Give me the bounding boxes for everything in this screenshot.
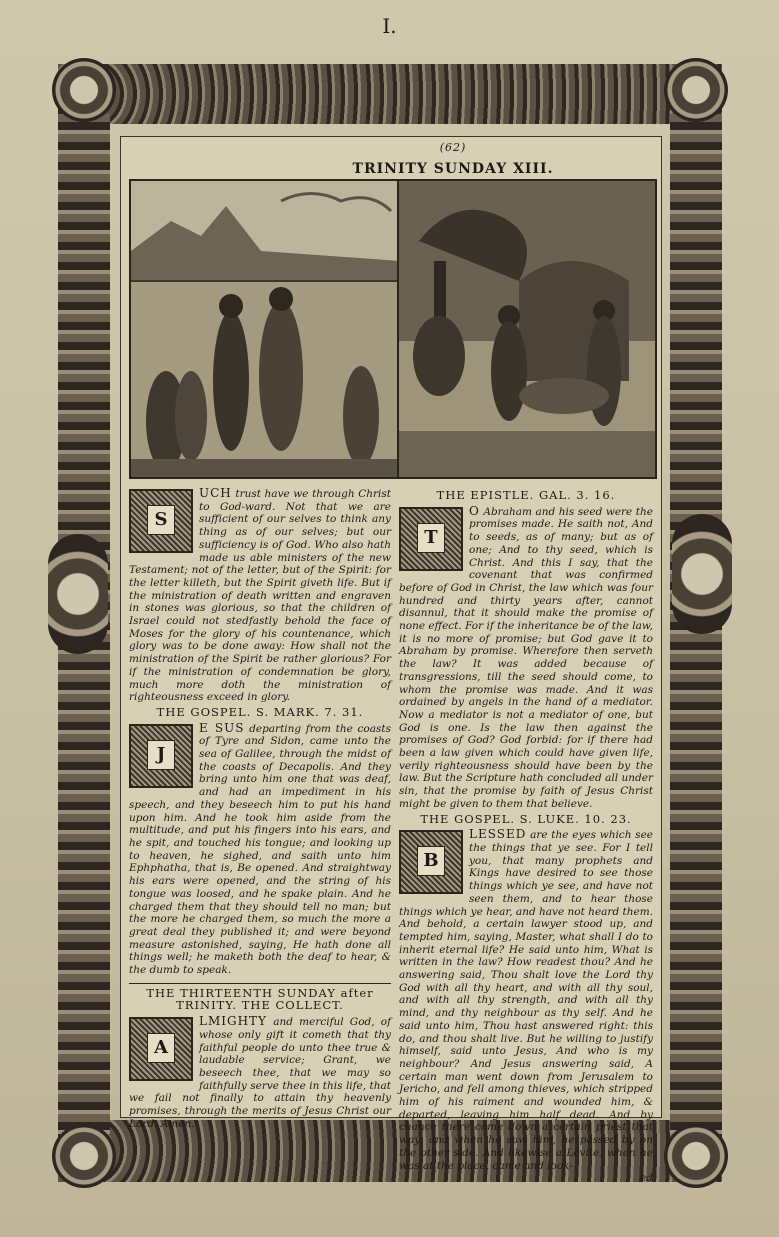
page-header xyxy=(183,141,723,177)
angel-figure-icon xyxy=(672,514,732,634)
catchword: ed xyxy=(640,1172,653,1185)
collect-heading-line-2: TRINITY. THE COLLECT. xyxy=(176,998,344,1013)
corner-cherub-icon xyxy=(664,58,728,122)
angel-figure-icon xyxy=(48,534,108,654)
collect-section xyxy=(129,983,391,1131)
left-text-column xyxy=(129,487,391,1130)
engraving-good-samaritan-robbers xyxy=(397,179,657,479)
border-top-cherubs xyxy=(58,64,722,124)
folio-number: (62) xyxy=(439,141,467,154)
decorated-initial-b: B xyxy=(399,830,463,894)
epistle-galatians-text: O Abraham and his seed were the promises made. He saith not, And to seeds, as of many; but as of one; And to thy seed, which is Christ. And this I say, that the covenant that was confirmed before of God in Christ, the law which was four hundred and thirty years after, cannot disannul, that it should make the promise of none effect. For if the inheritance be of the law, it is no more of promise; but God gave it to Abraham by promise. Wherefore then serveth the law? It was added because of transgressions, till the seed should come, to whom the promise was made. And it was ordained by angels in the hand of a mediator. Now a mediator is not a mediator of one, but God is one. Is the law then against the promises of God? God forbid: for if there had been a law given which could have given life, verily righteousness should have been by the law. But the Scripture hath concluded all under sin, that the promise by faith of Jesus Christ might be given to them that believe. xyxy=(399,503,653,810)
decorated-initial-s: S xyxy=(129,489,193,553)
collect-heading-line-1: THE THIRTEENTH SUNDAY after xyxy=(146,985,374,1000)
text-panel xyxy=(120,136,662,1185)
epistle-continued-text: UCH trust have we through Christ to God-ward. Not that we are sufficient of our selves to think any thing as of our selves; but our sufficiency is of God. Who also hath made us able ministers of the new Testament; not of the letter, but of the Spirit: for the letter killeth, but the Spirit giveth life. But if the ministration of death written and engraven in stones was glorious, so that the children of Israel could not stedfastly behold the face of Moses for the glory of his countenance, which glory was to be done away: How shall not the ministration of the Spirit be rather glorious? For if the ministration of condemnation be glory, much more doth the ministration of righteousness exceed in glory. xyxy=(129,486,392,704)
epistle-heading-galatians: THE EPISTLE. GAL. 3. 16. xyxy=(436,488,616,502)
decorated-initial-a: A xyxy=(129,1017,193,1081)
page-title: TRINITY SUNDAY XIII. xyxy=(352,161,554,177)
corner-cherub-icon xyxy=(664,1124,728,1188)
decorated-initial-j: J xyxy=(129,724,193,788)
engraved-border-frame xyxy=(58,64,722,1185)
gospel-luke-text: LESSED are the eyes which see the things that ye see. For I tell you, that many prophets and Kings have desired to see those things which ye see, and have not seen them, and to hear those things which ye hear, and have not heard them. And behold, a certain lawyer stood up, and tempted him, saying, Master, what shall I do to inherit eternal life? He said unto him, What is written in the law? How readest thou? And he answering said, Thou shalt love the Lord thy God with all thy heart, and with all thy soul, and with all thy strength, and with all thy mind, and thy neighbour as thy self. And he said unto him, Thou hast answered right: this do, and thou shalt live. But he willing to justify himself, said unto Jesus, And who is my neighbour? And Jesus answering said, A certain man went down from Jerusalem to Jericho, and fell among thieves, which stripped him of his raiment and wounded him, & departed, leaving him half dead. And by chance there came down a certain priest that way; and when he saw him, he passed by on the other side. And likewise a Levite, when he was at the place, came and look- xyxy=(399,827,653,1172)
decorated-initial-t: T xyxy=(399,507,463,571)
page-number: I. xyxy=(382,14,397,38)
gospel-heading-mark: THE GOSPEL. S. MARK. 7. 31. xyxy=(156,704,364,719)
collect-text: LMIGHTY and merciful God, of whose only gift it cometh that thy faithful people do unto thee true & laudable service; Grant, we beseech thee, that we may so faithfully serve thee in this life, that we fail not finally to attain thy heavenly promises, through the merits of Jesus Christ our Lord. Amen. xyxy=(129,1014,391,1130)
corner-cherub-icon xyxy=(52,1124,116,1188)
corner-cherub-icon xyxy=(52,58,116,122)
engraving-healing-deaf-man xyxy=(129,179,403,479)
gospel-heading-luke: THE GOSPEL. S. LUKE. 10. 23. xyxy=(420,811,632,826)
gospel-mark-text: E SUS departing from the coasts of Tyre and Sidon, came unto the sea of Galilee, through the midst of the coasts of Decapolis. And they bring unto him one that was deaf, and had an impediment in his speech, and they beseech him to put his hand upon him. And he took him aside from the multitude, and put his fingers into his ears, and he spit, and touched his tongue; and looking up to heaven, he sighed, and saith unto him Ephphatha, that is, Be opened. And straightway his ears were opened, and the string of his tongue was loosed, and he spake plain. And he charged them that they should tell no man; but the more he charged them, so much the more a great deal they published it; and were beyond measure astonished, saying, He hath done all things well; he maketh both the deaf to hear, & the dumb to speak. xyxy=(129,720,391,977)
right-text-column xyxy=(399,487,653,1185)
